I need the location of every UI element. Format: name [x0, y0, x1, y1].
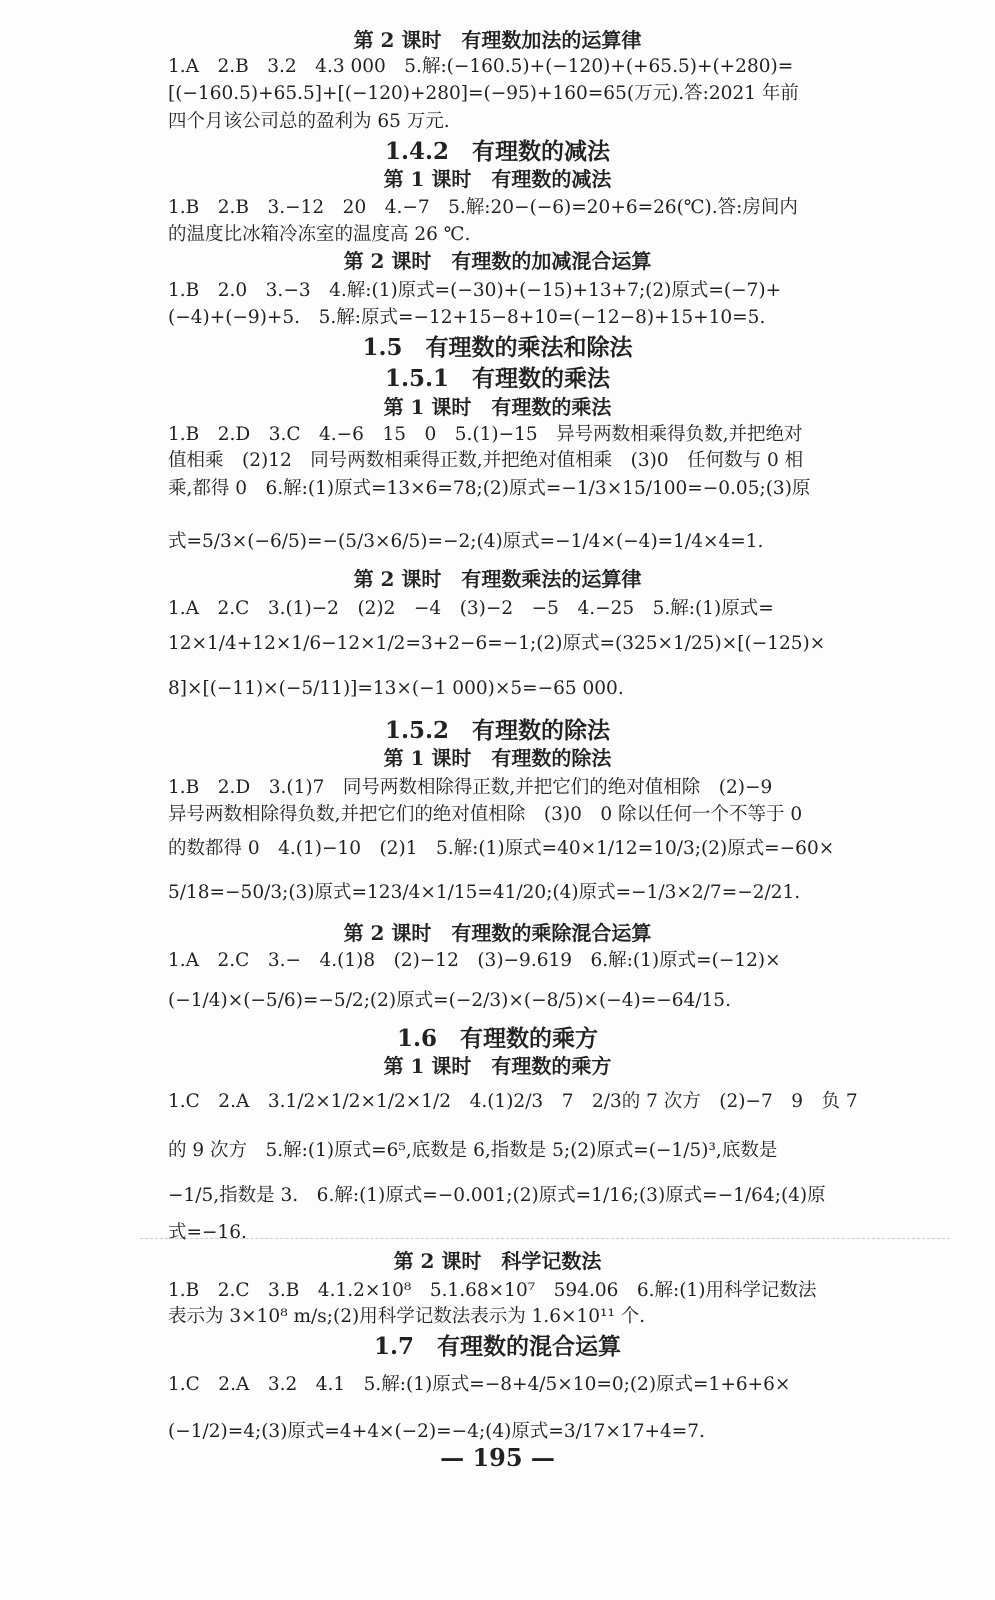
answer-line: 乘,都得 0 6.解:(1)原式=13×6=78;(2)原式=−1/3×15/100=−0.05;(3)原 [168, 478, 811, 499]
answer-line: 1.B 2.C 3.B 4.1.2×10⁸ 5.1.68×10⁷ 594.06 6.解:(1)用科学记数法 [168, 1280, 817, 1301]
answer-line: 四个月该公司总的盈利为 65 万元. [168, 111, 450, 132]
answer-line: 的数都得 0 4.(1)−10 (2)1 5.解:(1)原式=40×1/12=10/3;(2)原式=−60× [168, 838, 835, 859]
section-heading: 1.4.2 有理数的减法 [384, 138, 611, 165]
answer-line: 值相乘 (2)12 同号两数相乘得正数,并把绝对值相乘 (3)0 任何数与 0 相 [168, 450, 804, 471]
section-heading: 1.5 有理数的乘法和除法 [362, 334, 633, 361]
answer-line: 的温度比冰箱冷冻室的温度高 26 ℃. [168, 224, 471, 245]
answer-line: 5/18=−50/3;(3)原式=123/4×1/15=41/20;(4)原式=−1/3×2/7=−2/21. [168, 882, 801, 903]
answer-line: 表示为 3×10⁸ m/s;(2)用科学记数法表示为 1.6×10¹¹ 个. [168, 1306, 646, 1327]
section-heading: 1.7 有理数的混合运算 [373, 1333, 621, 1360]
lesson-heading: 第 1 课时 有理数的乘法 [383, 395, 612, 419]
lesson-heading: 第 2 课时 科学记数法 [393, 1249, 602, 1273]
answer-line: 1.B 2.B 3.−12 20 4.−7 5.解:20−(−6)=20+6=26(℃).答:房间内 [168, 197, 798, 218]
answer-line: 1.C 2.A 3.1/2×1/2×1/2×1/2 4.(1)2/3 7 2/3的 7 次方 (2)−7 9 负 7 [168, 1091, 858, 1112]
answer-line: 8]×[(−11)×(−5/11)]=13×(−1 000)×5=−65 000. [168, 678, 624, 699]
page-number: — 195 — [440, 1443, 555, 1472]
lesson-heading: 第 2 课时 有理数的乘除混合运算 [343, 921, 652, 945]
answer-line: 式=−16. [168, 1222, 247, 1243]
lesson-heading: 第 2 课时 有理数乘法的运算律 [353, 567, 642, 591]
answer-line: 12×1/4+12×1/6−12×1/2=3+2−6=−1;(2)原式=(325×1/25)×[(−125)× [168, 633, 826, 654]
answer-line: [(−160.5)+65.5]+[(−120)+280]=(−95)+160=65(万元).答:2021 年前 [168, 83, 799, 104]
lesson-heading: 第 1 课时 有理数的减法 [383, 167, 612, 191]
answer-line: (−1/2)=4;(3)原式=4+4×(−2)=−4;(4)原式=3/17×17+4=7. [168, 1421, 705, 1442]
answer-line: 式=5/3×(−6/5)=−(5/3×6/5)=−2;(4)原式=−1/4×(−4)=1/4×4=1. [168, 531, 764, 552]
answer-line: (−4)+(−9)+5. 5.解:原式=−12+15−8+10=(−12−8)+15+10=5. [168, 307, 766, 328]
answer-line: 1.A 2.C 3.− 4.(1)8 (2)−12 (3)−9.619 6.解:(1)原式=(−12)× [168, 950, 781, 971]
answer-line: 1.A 2.C 3.(1)−2 (2)2 −4 (3)−2 −5 4.−25 5.解:(1)原式= [168, 598, 774, 619]
answer-line: 1.B 2.D 3.C 4.−6 15 0 5.(1)−15 异号两数相乘得负数,并把绝对 [168, 424, 803, 445]
answer-line: −1/5,指数是 3. 6.解:(1)原式=−0.001;(2)原式=1/16;(3)原式=−1/64;(4)原 [168, 1185, 826, 1206]
answer-line: (−1/4)×(−5/6)=−5/2;(2)原式=(−2/3)×(−8/5)×(−4)=−64/15. [168, 990, 731, 1011]
answer-line: 异号两数相除得负数,并把它们的绝对值相除 (3)0 0 除以任何一个不等于 0 [168, 804, 803, 825]
answer-line: 1.B 2.0 3.−3 4.解:(1)原式=(−30)+(−15)+13+7;(2)原式=(−7)+ [168, 280, 782, 301]
answer-line: 1.B 2.D 3.(1)7 同号两数相除得正数,并把它们的绝对值相除 (2)−9 [168, 777, 773, 798]
answer-line: 1.A 2.B 3.2 4.3 000 5.解:(−160.5)+(−120)+(+65.5)+(+280)= [168, 56, 794, 77]
answer-line: 1.C 2.A 3.2 4.1 5.解:(1)原式=−8+4/5×10=0;(2)原式=1+6+6× [168, 1374, 791, 1395]
divider [140, 1238, 950, 1239]
lesson-heading: 第 1 课时 有理数的乘方 [383, 1054, 612, 1078]
lesson-heading: 第 2 课时 有理数加法的运算律 [353, 28, 642, 52]
lesson-heading: 第 2 课时 有理数的加减混合运算 [343, 249, 652, 273]
section-heading: 1.6 有理数的乘方 [396, 1025, 598, 1052]
lesson-heading: 第 1 课时 有理数的除法 [383, 746, 612, 770]
section-heading: 1.5.1 有理数的乘法 [384, 365, 611, 392]
section-heading: 1.5.2 有理数的除法 [384, 717, 611, 744]
answer-line: 的 9 次方 5.解:(1)原式=6⁵,底数是 6,指数是 5;(2)原式=(−1/5)³,底数是 [168, 1140, 778, 1161]
